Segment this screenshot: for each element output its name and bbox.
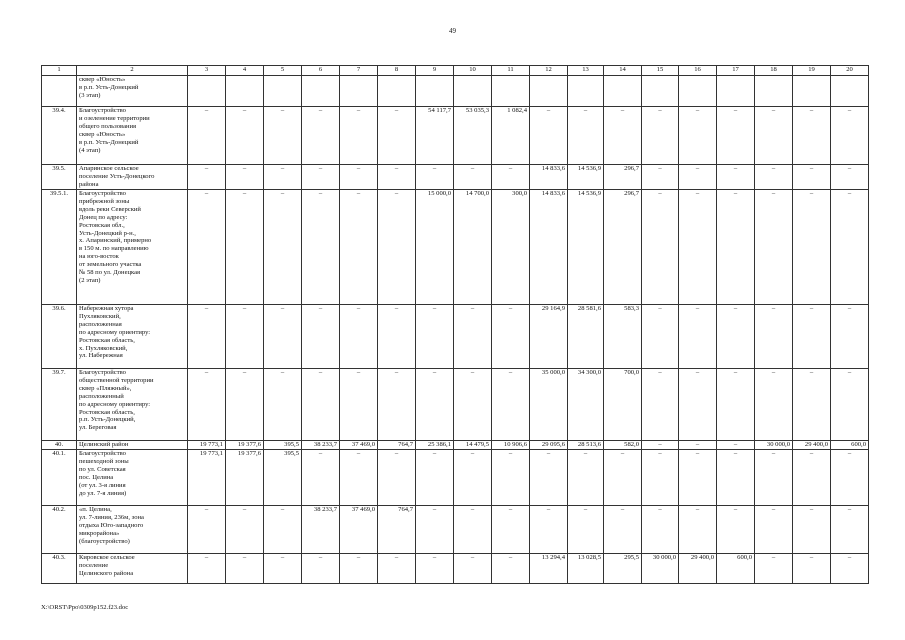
row-description: Апаринское сельское поселение Усть-Донецкого района	[77, 165, 188, 190]
table-row	[42, 107, 869, 165]
value-cell: –	[226, 305, 264, 369]
value-cell: –	[530, 450, 568, 506]
column-header: 10	[454, 66, 492, 76]
value-cell: –	[831, 506, 869, 554]
value-cell	[530, 76, 568, 107]
value-cell: –	[378, 107, 416, 165]
value-cell: 14 536,9	[568, 190, 604, 305]
value-cell: 582,0	[604, 441, 642, 450]
value-cell: 764,7	[378, 506, 416, 554]
value-cell	[717, 76, 755, 107]
value-cell: –	[755, 554, 793, 584]
value-cell	[378, 76, 416, 107]
value-cell: –	[793, 506, 831, 554]
row-description: Благоустройство общественной территории сквер «Пляжный», расположенный по адресному ориентиру: Ростовская область, р.п. Усть-Донецкий, ул. Береговая	[77, 369, 188, 441]
value-cell: 583,3	[604, 305, 642, 369]
value-cell: –	[642, 441, 679, 450]
value-cell: 14 700,0	[454, 190, 492, 305]
row-number: 39.6.	[42, 305, 77, 369]
value-cell: 395,5	[264, 450, 302, 506]
value-cell: 29 400,0	[793, 441, 831, 450]
value-cell: –	[793, 450, 831, 506]
value-cell: –	[755, 165, 793, 190]
value-cell: –	[642, 506, 679, 554]
value-cell: –	[568, 506, 604, 554]
value-cell: –	[755, 369, 793, 441]
value-cell: –	[717, 190, 755, 305]
value-cell: 30 000,0	[642, 554, 679, 584]
value-cell: –	[793, 107, 831, 165]
row-number	[42, 76, 77, 107]
value-cell: –	[378, 369, 416, 441]
value-cell: –	[340, 369, 378, 441]
value-cell: 296,7	[604, 165, 642, 190]
value-cell: –	[416, 305, 454, 369]
value-cell	[604, 76, 642, 107]
value-cell: –	[340, 190, 378, 305]
value-cell: –	[188, 305, 226, 369]
value-cell: –	[679, 450, 717, 506]
value-cell: 54 117,7	[416, 107, 454, 165]
value-cell: 37 469,0	[340, 506, 378, 554]
value-cell: –	[604, 506, 642, 554]
value-cell: 19 377,6	[226, 441, 264, 450]
value-cell: –	[679, 305, 717, 369]
column-header: 16	[679, 66, 717, 76]
value-cell: –	[755, 305, 793, 369]
value-cell: 37 469,0	[340, 441, 378, 450]
value-cell: –	[264, 506, 302, 554]
value-cell: 25 386,1	[416, 441, 454, 450]
value-cell: –	[679, 165, 717, 190]
value-cell: –	[378, 165, 416, 190]
value-cell: 38 233,7	[302, 441, 340, 450]
column-header: 20	[831, 66, 869, 76]
value-cell: –	[717, 441, 755, 450]
column-header: 5	[264, 66, 302, 76]
value-cell: 14 833,6	[530, 165, 568, 190]
column-header: 19	[793, 66, 831, 76]
value-cell: –	[717, 450, 755, 506]
column-header: 13	[568, 66, 604, 76]
table-row	[42, 369, 869, 441]
value-cell: –	[188, 369, 226, 441]
row-description: сквер «Юность» в р.п. Усть-Донецкий (3 этап)	[77, 76, 188, 107]
value-cell: 296,7	[604, 190, 642, 305]
value-cell: –	[755, 107, 793, 165]
value-cell: –	[530, 107, 568, 165]
value-cell: –	[717, 506, 755, 554]
table-row	[42, 554, 869, 584]
value-cell: –	[831, 165, 869, 190]
value-cell: –	[755, 450, 793, 506]
value-cell: –	[679, 506, 717, 554]
value-cell: –	[264, 554, 302, 584]
value-cell: –	[679, 441, 717, 450]
value-cell: –	[340, 450, 378, 506]
column-header: 9	[416, 66, 454, 76]
value-cell: –	[416, 450, 454, 506]
column-header: 18	[755, 66, 793, 76]
value-cell: –	[831, 190, 869, 305]
value-cell: –	[717, 107, 755, 165]
value-cell: –	[793, 554, 831, 584]
value-cell: –	[530, 506, 568, 554]
value-cell: –	[642, 165, 679, 190]
value-cell: 28 513,6	[568, 441, 604, 450]
value-cell: 15 000,0	[416, 190, 454, 305]
value-cell: –	[492, 506, 530, 554]
value-cell: –	[302, 165, 340, 190]
value-cell: –	[642, 107, 679, 165]
value-cell: –	[226, 107, 264, 165]
value-cell: –	[793, 165, 831, 190]
value-cell: –	[492, 369, 530, 441]
column-header: 17	[717, 66, 755, 76]
value-cell: –	[340, 165, 378, 190]
value-cell: –	[793, 190, 831, 305]
row-number: 40.3.	[42, 554, 77, 584]
value-cell: –	[492, 450, 530, 506]
row-number: 39.5.	[42, 165, 77, 190]
value-cell: 28 581,6	[568, 305, 604, 369]
value-cell	[568, 76, 604, 107]
value-cell: –	[604, 450, 642, 506]
value-cell: –	[568, 450, 604, 506]
table-row	[42, 305, 869, 369]
value-cell: –	[416, 506, 454, 554]
value-cell: 1 082,4	[492, 107, 530, 165]
value-cell: 295,5	[604, 554, 642, 584]
value-cell: 13 028,5	[568, 554, 604, 584]
value-cell: 35 000,0	[530, 369, 568, 441]
value-cell: 14 833,6	[530, 190, 568, 305]
value-cell: 29 095,6	[530, 441, 568, 450]
value-cell: 14 479,5	[454, 441, 492, 450]
table-row	[42, 190, 869, 305]
value-cell: –	[416, 554, 454, 584]
value-cell: –	[831, 554, 869, 584]
value-cell: –	[188, 107, 226, 165]
value-cell: –	[302, 107, 340, 165]
value-cell: –	[755, 506, 793, 554]
value-cell: –	[226, 554, 264, 584]
value-cell: 53 035,3	[454, 107, 492, 165]
value-cell	[793, 76, 831, 107]
value-cell: –	[642, 190, 679, 305]
value-cell: –	[264, 107, 302, 165]
column-header: 14	[604, 66, 642, 76]
row-number: 40.	[42, 441, 77, 450]
row-number: 40.1.	[42, 450, 77, 506]
value-cell: 19 377,6	[226, 450, 264, 506]
value-cell: –	[642, 450, 679, 506]
value-cell	[679, 76, 717, 107]
value-cell: –	[416, 165, 454, 190]
value-cell	[188, 76, 226, 107]
value-cell: –	[226, 190, 264, 305]
value-cell: 13 294,4	[530, 554, 568, 584]
value-cell: –	[642, 369, 679, 441]
value-cell: –	[454, 369, 492, 441]
value-cell: –	[188, 165, 226, 190]
value-cell: –	[264, 190, 302, 305]
value-cell: –	[492, 165, 530, 190]
value-cell: –	[755, 190, 793, 305]
value-cell: 34 300,0	[568, 369, 604, 441]
value-cell: 700,0	[604, 369, 642, 441]
value-cell: –	[226, 506, 264, 554]
row-number: 39.7.	[42, 369, 77, 441]
value-cell: 29 164,9	[530, 305, 568, 369]
value-cell	[416, 76, 454, 107]
row-number: 39.5.1.	[42, 190, 77, 305]
column-header: 6	[302, 66, 340, 76]
value-cell: 300,0	[492, 190, 530, 305]
column-header: 2	[77, 66, 188, 76]
column-header: 12	[530, 66, 568, 76]
column-header: 8	[378, 66, 416, 76]
value-cell: –	[188, 190, 226, 305]
value-cell: 19 773,1	[188, 450, 226, 506]
value-cell	[340, 76, 378, 107]
value-cell	[831, 76, 869, 107]
page-number: 49	[449, 27, 456, 35]
value-cell: –	[679, 107, 717, 165]
row-description: «п. Целина, ул. 7-линия, 236м, зона отдыха Юго-западного микрорайона» (благоустройство)	[77, 506, 188, 554]
value-cell: –	[264, 369, 302, 441]
value-cell: –	[340, 554, 378, 584]
column-header: 1	[42, 66, 77, 76]
table-row	[42, 450, 869, 506]
value-cell: –	[492, 554, 530, 584]
value-cell: 29 400,0	[679, 554, 717, 584]
value-cell: –	[679, 369, 717, 441]
value-cell: 38 233,7	[302, 506, 340, 554]
value-cell: –	[454, 305, 492, 369]
value-cell: –	[717, 165, 755, 190]
row-description: Благоустройство пешеходной зоны по ул. Советская пос. Целина (от ул. 3-я линия до ул. 7-я линия)	[77, 450, 188, 506]
value-cell: –	[378, 554, 416, 584]
row-description: Благоустройство и озеленение территории общего пользования сквер «Юность» в р.п. Усть-Донецкий (4 этап)	[77, 107, 188, 165]
value-cell: –	[604, 107, 642, 165]
value-cell: –	[340, 107, 378, 165]
value-cell: –	[302, 190, 340, 305]
value-cell: –	[831, 305, 869, 369]
value-cell: –	[226, 369, 264, 441]
table-row	[42, 506, 869, 554]
row-description: Набережная хутора Пухляковский, расположенная по адресному ориентиру: Ростовская область, х. Пухляковский, ул. Набережная	[77, 305, 188, 369]
value-cell: 19 773,1	[188, 441, 226, 450]
row-description: Благоустройство прибрежной зоны вдоль реки Северский Донец по адресу: Ростовская обл., Усть-Донецкий р-н., х. Апаринский, примерно в 150 м. по направлению на юго-восток от земельного участка № 58 по ул. Донецкая (2 этап)	[77, 190, 188, 305]
value-cell: –	[188, 554, 226, 584]
value-cell: –	[831, 107, 869, 165]
column-header: 4	[226, 66, 264, 76]
value-cell	[226, 76, 264, 107]
value-cell: –	[264, 165, 302, 190]
value-cell: –	[717, 369, 755, 441]
column-header: 3	[188, 66, 226, 76]
row-description: Целинский район	[77, 441, 188, 450]
value-cell	[302, 76, 340, 107]
table-row	[42, 441, 869, 450]
value-cell: –	[416, 369, 454, 441]
table-row	[42, 76, 869, 107]
value-cell: –	[793, 369, 831, 441]
column-header: 15	[642, 66, 679, 76]
value-cell: –	[454, 506, 492, 554]
value-cell: –	[340, 305, 378, 369]
value-cell: –	[378, 305, 416, 369]
value-cell	[642, 76, 679, 107]
value-cell	[492, 76, 530, 107]
value-cell: –	[302, 554, 340, 584]
value-cell: –	[568, 107, 604, 165]
value-cell: 14 536,9	[568, 165, 604, 190]
value-cell: 10 906,6	[492, 441, 530, 450]
value-cell: –	[717, 305, 755, 369]
value-cell: –	[454, 450, 492, 506]
column-header: 7	[340, 66, 378, 76]
row-description: Кировское сельское поселение Целинского района	[77, 554, 188, 584]
value-cell: –	[492, 305, 530, 369]
value-cell: –	[642, 305, 679, 369]
value-cell: –	[831, 369, 869, 441]
row-number: 40.2.	[42, 506, 77, 554]
value-cell: –	[226, 165, 264, 190]
value-cell	[755, 76, 793, 107]
table-header-row	[42, 66, 869, 76]
value-cell: –	[302, 305, 340, 369]
value-cell: 764,7	[378, 441, 416, 450]
table-row	[42, 165, 869, 190]
value-cell: –	[264, 305, 302, 369]
value-cell: 600,0	[831, 441, 869, 450]
value-cell	[264, 76, 302, 107]
value-cell: –	[302, 369, 340, 441]
value-cell: –	[793, 305, 831, 369]
budget-table	[41, 65, 869, 584]
value-cell: 395,5	[264, 441, 302, 450]
value-cell: –	[454, 554, 492, 584]
value-cell: 600,0	[717, 554, 755, 584]
value-cell: 30 000,0	[755, 441, 793, 450]
value-cell	[454, 76, 492, 107]
row-number: 39.4.	[42, 107, 77, 165]
value-cell: –	[378, 450, 416, 506]
value-cell: –	[454, 165, 492, 190]
value-cell: –	[302, 450, 340, 506]
file-path-footer: X:\ORST\Ppo\0309p152.f23.doc	[41, 604, 129, 611]
column-header: 11	[492, 66, 530, 76]
value-cell: –	[378, 190, 416, 305]
value-cell: –	[679, 190, 717, 305]
value-cell: –	[831, 450, 869, 506]
value-cell: –	[188, 506, 226, 554]
